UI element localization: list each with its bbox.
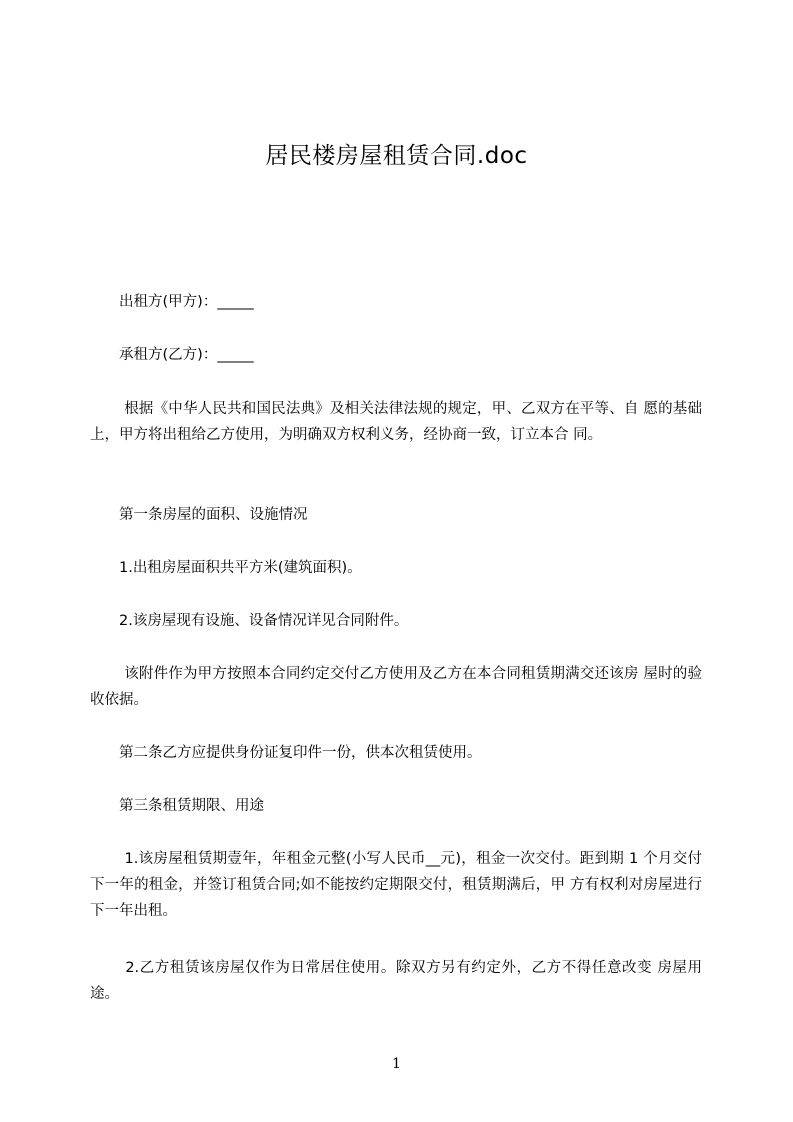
article-1-item-2: 2.该房屋现有设施、设备情况详见合同附件。 [90,613,409,629]
page-number: 1 [392,1056,401,1072]
article-3-heading: 第三条租赁期限、用途 [90,798,264,814]
article-1-heading: 第一条房屋的面积、设施情况 [90,507,308,523]
article-2-paragraph: 第二条乙方应提供身份证复印件一份，供本次租赁使用。 [90,745,482,761]
document-title: 居民楼房屋租赁合同.doc [265,143,528,169]
article-3-item-2: 2.乙方租赁该房屋仅作为日常居住使用。除双方另有约定外，乙方不得任意改变 房屋用途。 [90,960,702,1002]
annex-note-paragraph: 该附件作为甲方按照本合同约定交付乙方使用及乙方在本合同租赁期满交还该房 屋时的验收依据。 [90,666,702,708]
contract-basis-paragraph: 根据《中华人民共和国民法典》及相关法律法规的规定，甲、乙双方在平等、自 愿的基础上，甲方将出租给乙方使用，为明确双方权利义务，经协商一致，订立本合 同。 [90,401,702,443]
lessor-line: 出租方(甲方)：_____ [90,294,254,310]
article-3-item-1: 1.该房屋租赁期壹年，年租金元整(小写人民币__元)，租金一次交付。距到期 1 个月交付下一年的租金，并签订租赁合同;如不能按约定期限交付，租赁期满后，甲 方有权利对房屋进行下一年出租。 [90,851,702,919]
article-1-item-1: 1.出租房屋面积共平方米(建筑面积)。 [90,560,362,576]
lessee-line: 承租方(乙方)：_____ [90,347,254,363]
